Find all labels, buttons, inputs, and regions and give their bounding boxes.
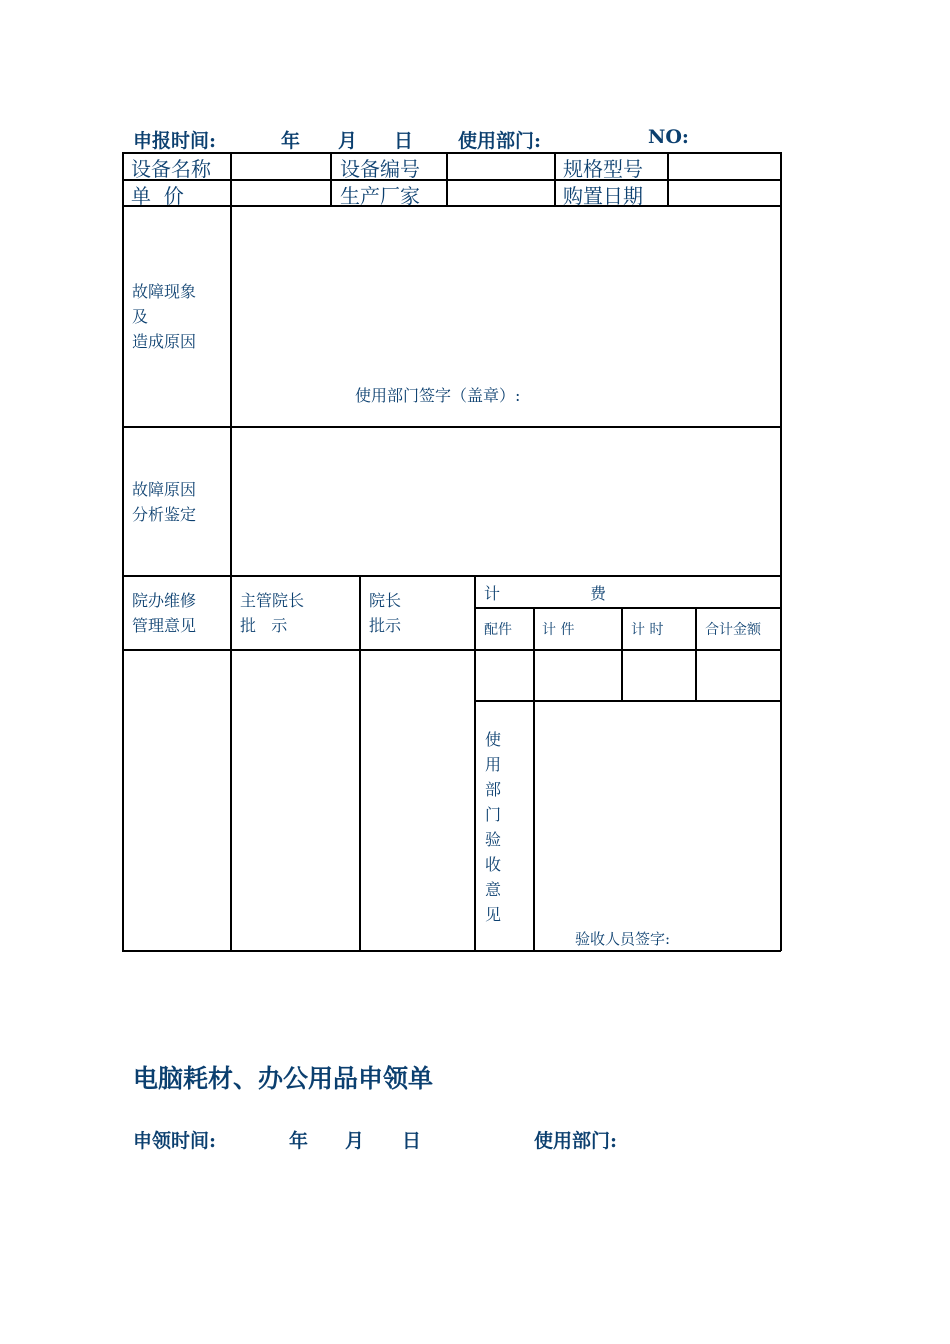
report-time-label: 申报时间: [133,130,217,152]
total-amount-value[interactable] [697,651,779,699]
fault-analysis-area[interactable] [232,428,779,574]
acceptance-opinion-label: 使用部门验收意见 [485,730,502,924]
fault-phenomenon-label: 故障现象 及 造成原因 [132,282,197,351]
per-piece-label: 计 件 [542,622,575,638]
equipment-name-label: 设备名称 [131,157,211,181]
day-label: 日 [394,130,414,152]
dean-approval-area[interactable] [361,651,473,949]
form2-department-label: 使用部门: [534,1130,618,1152]
unit-price-label: 单 价 [131,184,184,208]
fault-analysis-label: 故障原因 分析鉴定 [132,480,197,524]
parts-label: 配件 [484,622,512,638]
acceptance-signature-label: 验收人员签字: [575,930,671,948]
billing-title-right: 费 [590,584,607,603]
spec-model-label: 规格型号 [563,157,643,181]
form2-day-label: 日 [402,1130,422,1152]
office-opinion-area[interactable] [124,651,229,949]
month-label: 月 [338,130,358,152]
purchase-date-value[interactable] [669,181,779,204]
parts-value[interactable] [476,651,532,699]
unit-price-value[interactable] [232,181,329,204]
equipment-number-label: 设备编号 [340,157,420,181]
department-signature-label: 使用部门签字（盖章）: [355,386,521,405]
per-piece-value[interactable] [535,651,620,699]
apply-time-label: 申领时间: [133,1130,217,1152]
equipment-name-value[interactable] [232,154,329,178]
form2-month-label: 月 [345,1130,365,1152]
per-hour-label: 计 时 [631,622,664,638]
billing-title-left: 计 [484,584,501,603]
form2-year-label: 年 [289,1130,309,1152]
per-hour-value[interactable] [623,651,694,699]
equipment-number-value[interactable] [448,154,553,178]
purchase-date-label: 购置日期 [563,184,643,208]
total-amount-label: 合计金额 [705,622,761,638]
office-opinion-label: 院办维修 管理意见 [132,591,197,635]
manufacturer-value[interactable] [448,181,553,204]
form2-title: 电脑耗材、办公用品申领单 [133,1064,434,1093]
department-label: 使用部门: [458,130,542,152]
acceptance-opinion-area[interactable] [535,702,779,922]
dean-approval-label: 院长 批示 [369,591,402,635]
manufacturer-label: 生产厂家 [340,184,420,208]
vice-dean-approval-area[interactable] [232,651,358,949]
vice-dean-approval-label: 主管院长 批 示 [240,591,305,635]
spec-model-value[interactable] [669,154,779,178]
no-label: NO: [648,126,689,148]
year-label: 年 [281,130,301,152]
